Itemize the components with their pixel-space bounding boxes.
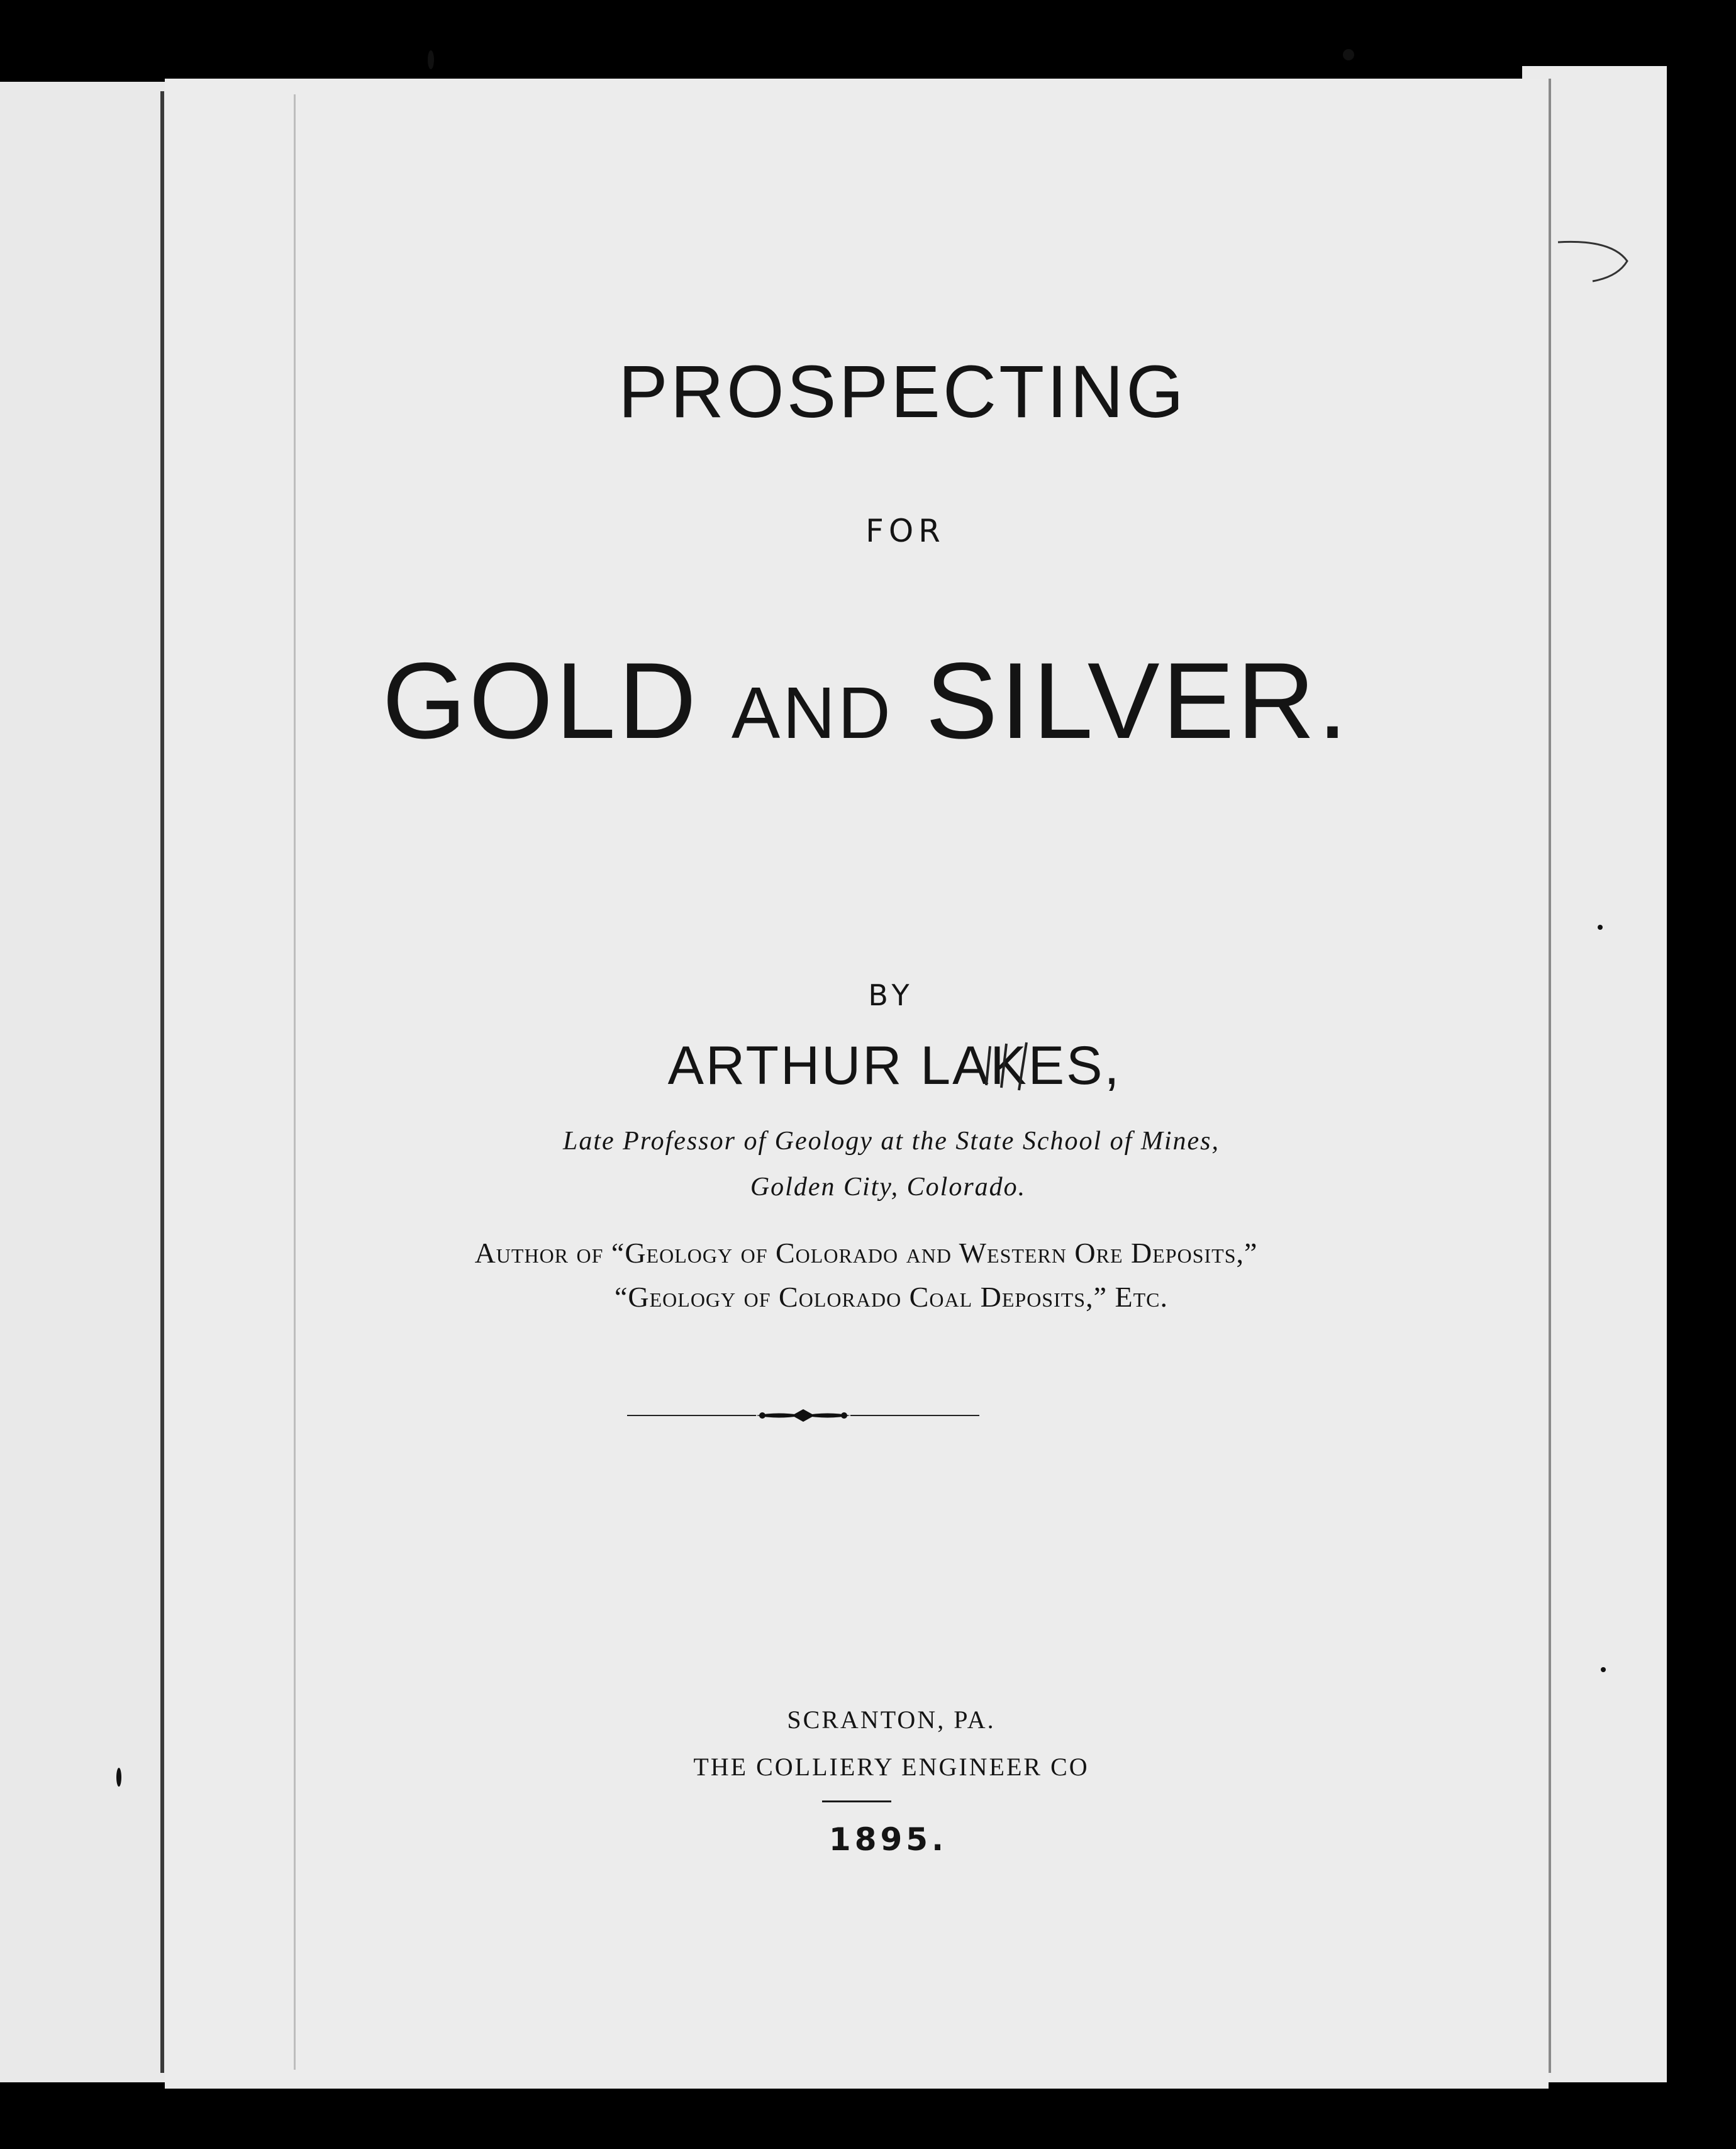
author-name: ARTHUR LAKES, bbox=[667, 1035, 1121, 1096]
byline-label: BY bbox=[868, 978, 915, 1012]
author-credential-line1: Late Professor of Geology at the State School of Mines, bbox=[563, 1127, 1220, 1156]
author-works-line1: Author of “Geology of Colorado and Western Ore Deposits,” bbox=[474, 1237, 1258, 1269]
title-and: AND bbox=[731, 672, 893, 754]
publication-place: SCRANTON, PA. bbox=[787, 1705, 996, 1734]
publication-year: 1895. bbox=[828, 1821, 948, 1858]
scan-speck bbox=[1343, 49, 1354, 60]
scan-speck bbox=[428, 50, 434, 69]
handwritten-pencil-mark bbox=[982, 1041, 1039, 1110]
page-edge bbox=[1549, 79, 1551, 2073]
binding-edge bbox=[160, 91, 164, 2073]
publisher-name: THE COLLIERY ENGINEER CO bbox=[693, 1753, 1089, 1781]
paper-curl-mark bbox=[1555, 236, 1637, 286]
ornamental-divider bbox=[627, 1406, 979, 1425]
publisher-rule bbox=[822, 1800, 891, 1802]
scan-speck bbox=[1598, 925, 1603, 930]
title-gold: GOLD bbox=[382, 640, 732, 761]
title-gold-and-silver bbox=[165, 639, 1549, 763]
title-prospecting: PROSPECTING bbox=[618, 350, 1186, 433]
title-for: FOR bbox=[865, 513, 945, 549]
title-silver: SILVER. bbox=[893, 640, 1350, 761]
title-page bbox=[165, 79, 1549, 2089]
author-works-line2: “Geology of Colorado Coal Deposits,” Etc. bbox=[614, 1281, 1169, 1313]
author-credential-line2: Golden City, Colorado. bbox=[750, 1173, 1027, 1202]
scan-speck bbox=[1601, 1667, 1606, 1672]
scan-speck bbox=[116, 1768, 121, 1787]
left-page-fragment bbox=[0, 82, 165, 2082]
